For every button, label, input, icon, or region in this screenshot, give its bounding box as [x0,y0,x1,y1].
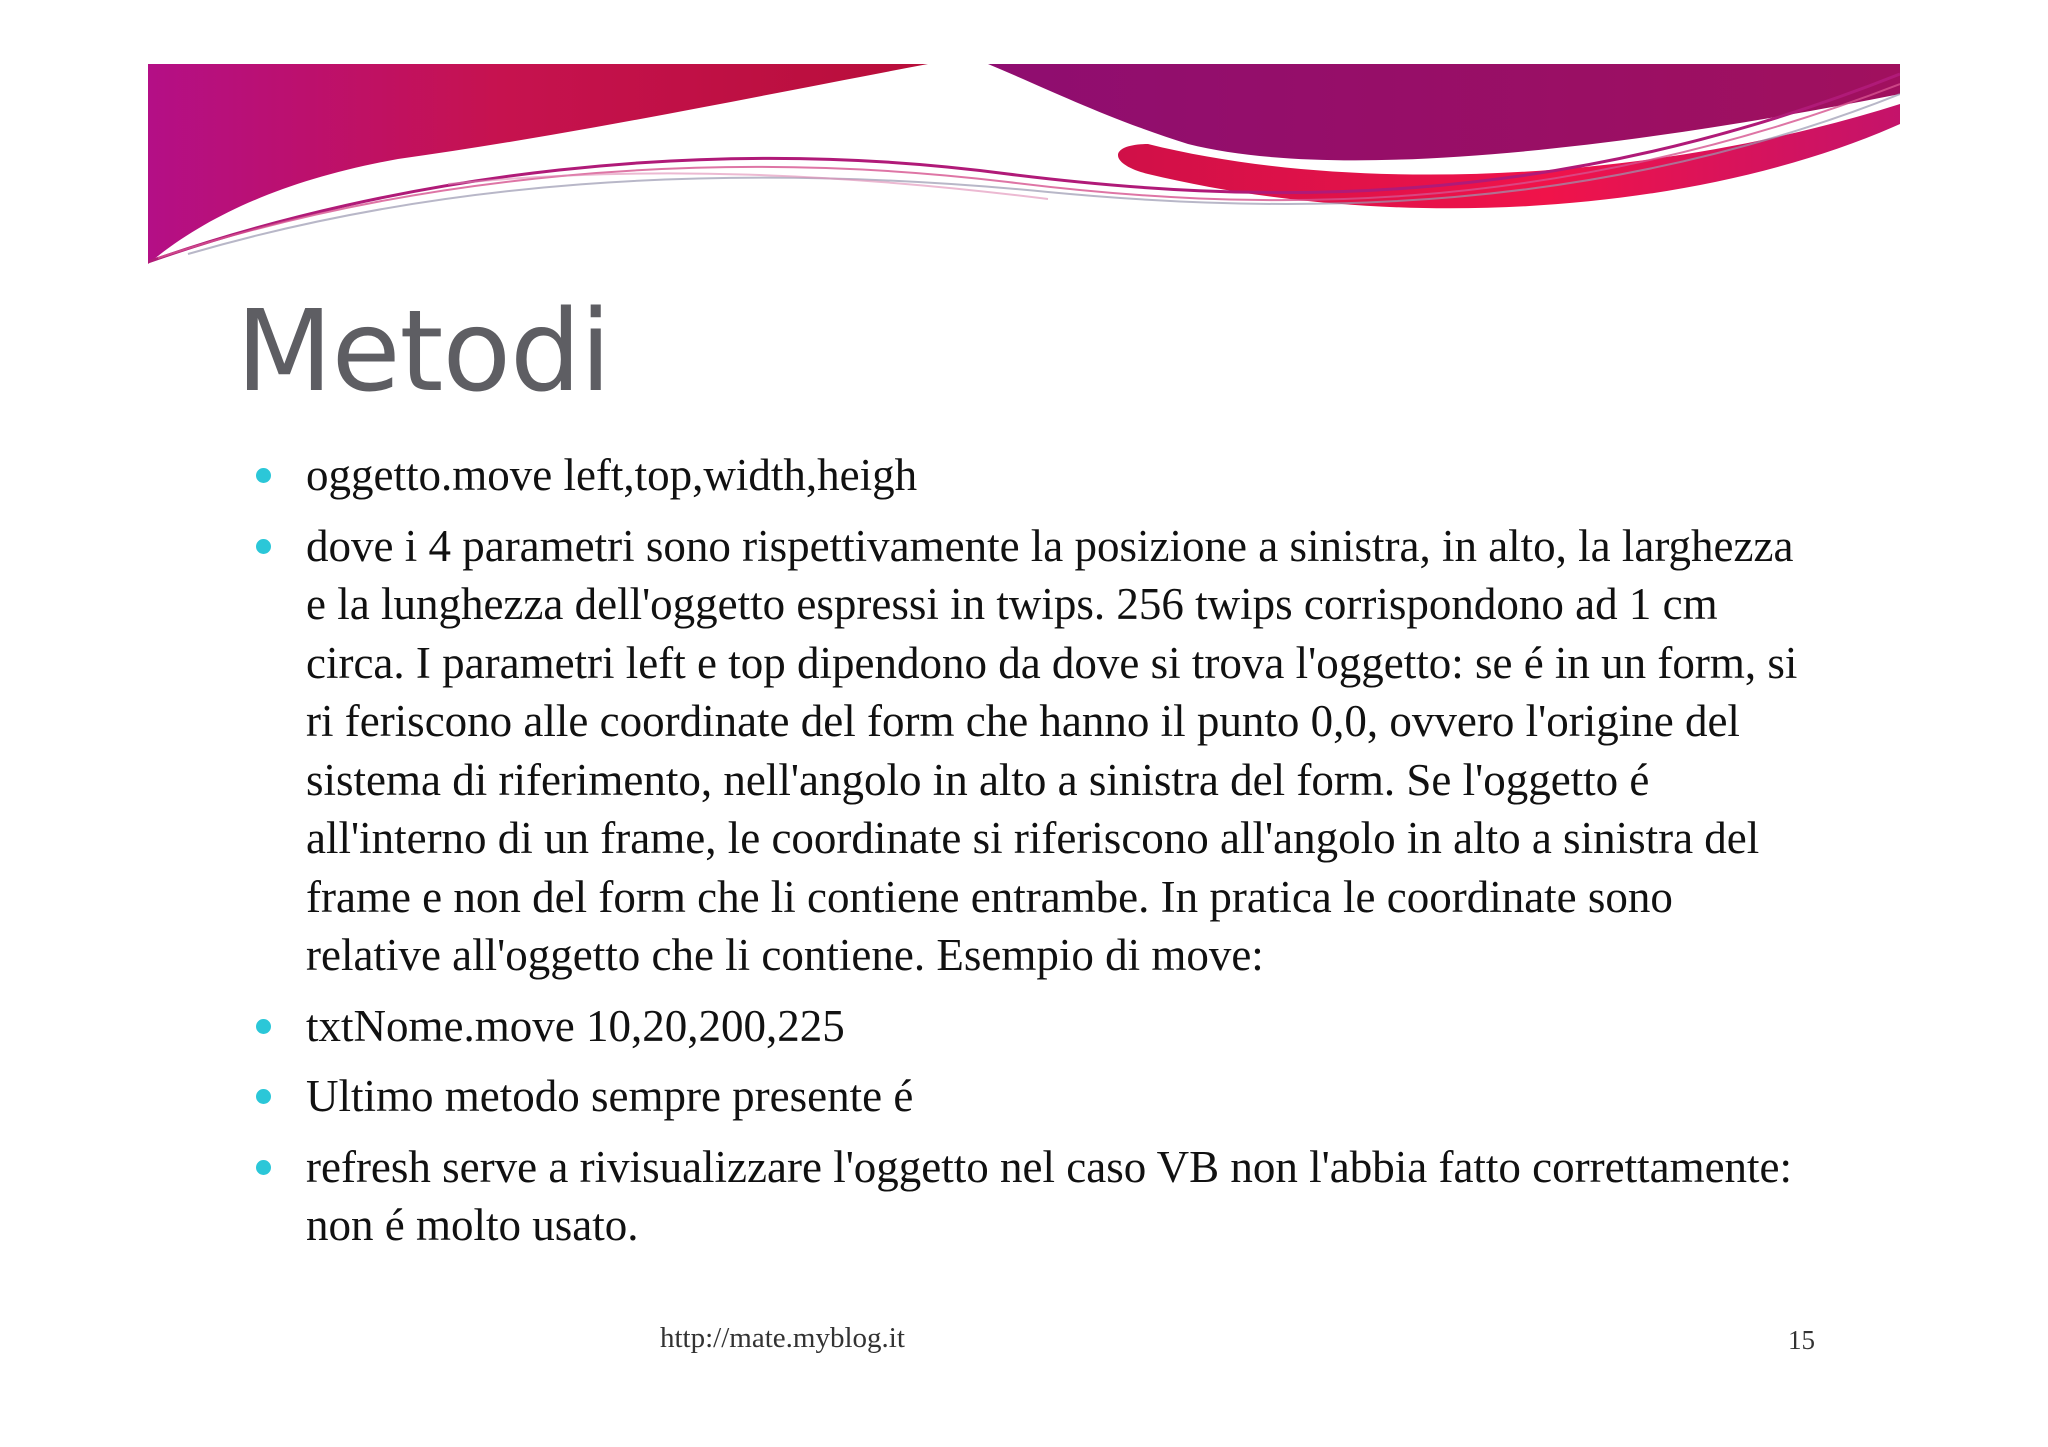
bullet-item [254,446,1814,505]
slide-title: Metodi [236,287,611,417]
bullet-item [254,1138,1814,1255]
bullet-text: dove i 4 parametri sono rispettivamente la posizione a sinistra, in alto, la larghezza e la lunghezza dell'oggetto espressi in twips. 256 twips corrispondono ad 1 cm circa. I parametri left e top dipendono da dove si trova l'oggetto: se é in un form, si ri feriscono alle coordinate del form che hanno il punto 0,0, ovvero l'origine del sistema di riferimento, nell'angolo in alto a sinistra del form. Se l'oggetto é all'interno di un frame, le coordinate si riferiscono all'angolo in alto a sinistra del frame e non del form che li contiene entrambe. In pratica le coordinate sono relative all'oggetto che li contiene. Esempio di move: [306,520,1798,980]
bullet-dot-icon [256,468,271,483]
bullet-item [254,517,1814,985]
bullet-dot-icon [256,1089,271,1104]
bullet-text: txtNome.move 10,20,200,225 [306,1000,845,1051]
bullet-text: oggetto.move left,top,width,heigh [306,450,918,500]
bullet-text: refresh serve a rivisualizzare l'oggetto nel caso VB non l'abbia fatto correttamente: non é molto usato. [306,1141,1793,1250]
header-banner-graphic [148,64,1900,264]
bullet-dot-icon [256,1160,271,1175]
footer-url: http://mate.myblog.it [660,1322,905,1354]
bullet-dot-icon [256,539,271,554]
page-number: 15 [1788,1325,1815,1355]
bullet-text: Ultimo metodo sempre presente é [306,1071,914,1121]
bullet-dot-icon [256,1019,271,1034]
bullet-item [254,997,1814,1056]
bullet-list [254,446,1814,1267]
bullet-item [254,1067,1814,1126]
